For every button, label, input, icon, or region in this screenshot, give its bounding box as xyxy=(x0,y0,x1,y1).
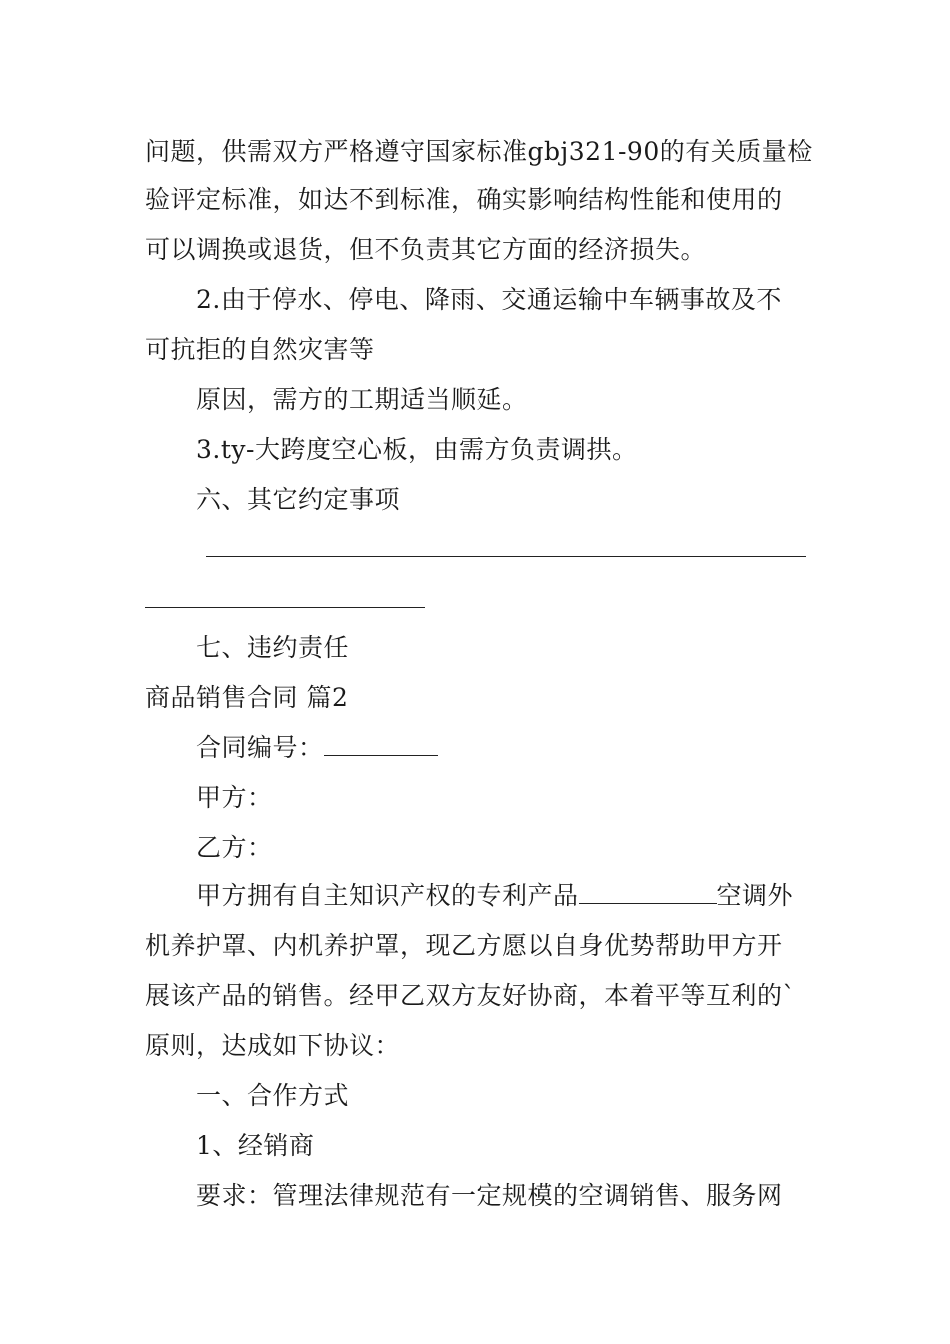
text-line: 原则，达成如下协议： xyxy=(145,1031,401,1060)
party-a-label: 甲方： xyxy=(196,783,273,812)
text-line: 要求：管理法律规范有一定规模的空调销售、服务网 xyxy=(196,1181,783,1210)
contract-number-label: 合同编号： xyxy=(196,733,324,762)
fill-in-rule xyxy=(145,607,425,608)
section-heading: 七、违约责任 xyxy=(196,633,350,662)
text-line: 原因，需方的工期适当顺延。 xyxy=(196,385,528,414)
text-line: 问题，供需双方严格遵守国家标准gbj321-90的有关质量检 xyxy=(145,137,813,166)
text-line: 可抗拒的自然灾害等 xyxy=(145,335,375,364)
text-line: 展该产品的销售。经甲乙双方友好协商，本着平等互利的` xyxy=(145,981,796,1010)
product-name-blank xyxy=(579,881,717,904)
text-line: 验评定标准，如达不到标准，确实影响结构性能和使用的 xyxy=(145,185,783,214)
party-b-label: 乙方： xyxy=(196,833,273,862)
contract-number-blank xyxy=(324,733,438,756)
text-segment: 甲方拥有自主知识产权的专利产品 xyxy=(196,881,579,910)
contract-number-field xyxy=(196,732,438,764)
section-heading: 六、其它约定事项 xyxy=(196,485,401,514)
section-heading: 一、合作方式 xyxy=(196,1081,350,1110)
fill-in-rule xyxy=(206,556,806,557)
text-line: 2.由于停水、停电、降雨、交通运输中车辆事故及不 xyxy=(196,285,782,314)
sub-heading: 1、经销商 xyxy=(196,1131,315,1160)
text-line xyxy=(196,880,793,912)
text-line: 可以调换或退货，但不负责其它方面的经济损失。 xyxy=(145,235,707,264)
text-line: 机养护罩、内机养护罩，现乙方愿以自身优势帮助甲方开 xyxy=(145,931,783,960)
contract-title: 商品销售合同 篇2 xyxy=(145,683,349,712)
text-segment: 空调外 xyxy=(716,881,794,910)
text-line: 3.ty-大跨度空心板，由需方负责调拱。 xyxy=(196,435,638,464)
